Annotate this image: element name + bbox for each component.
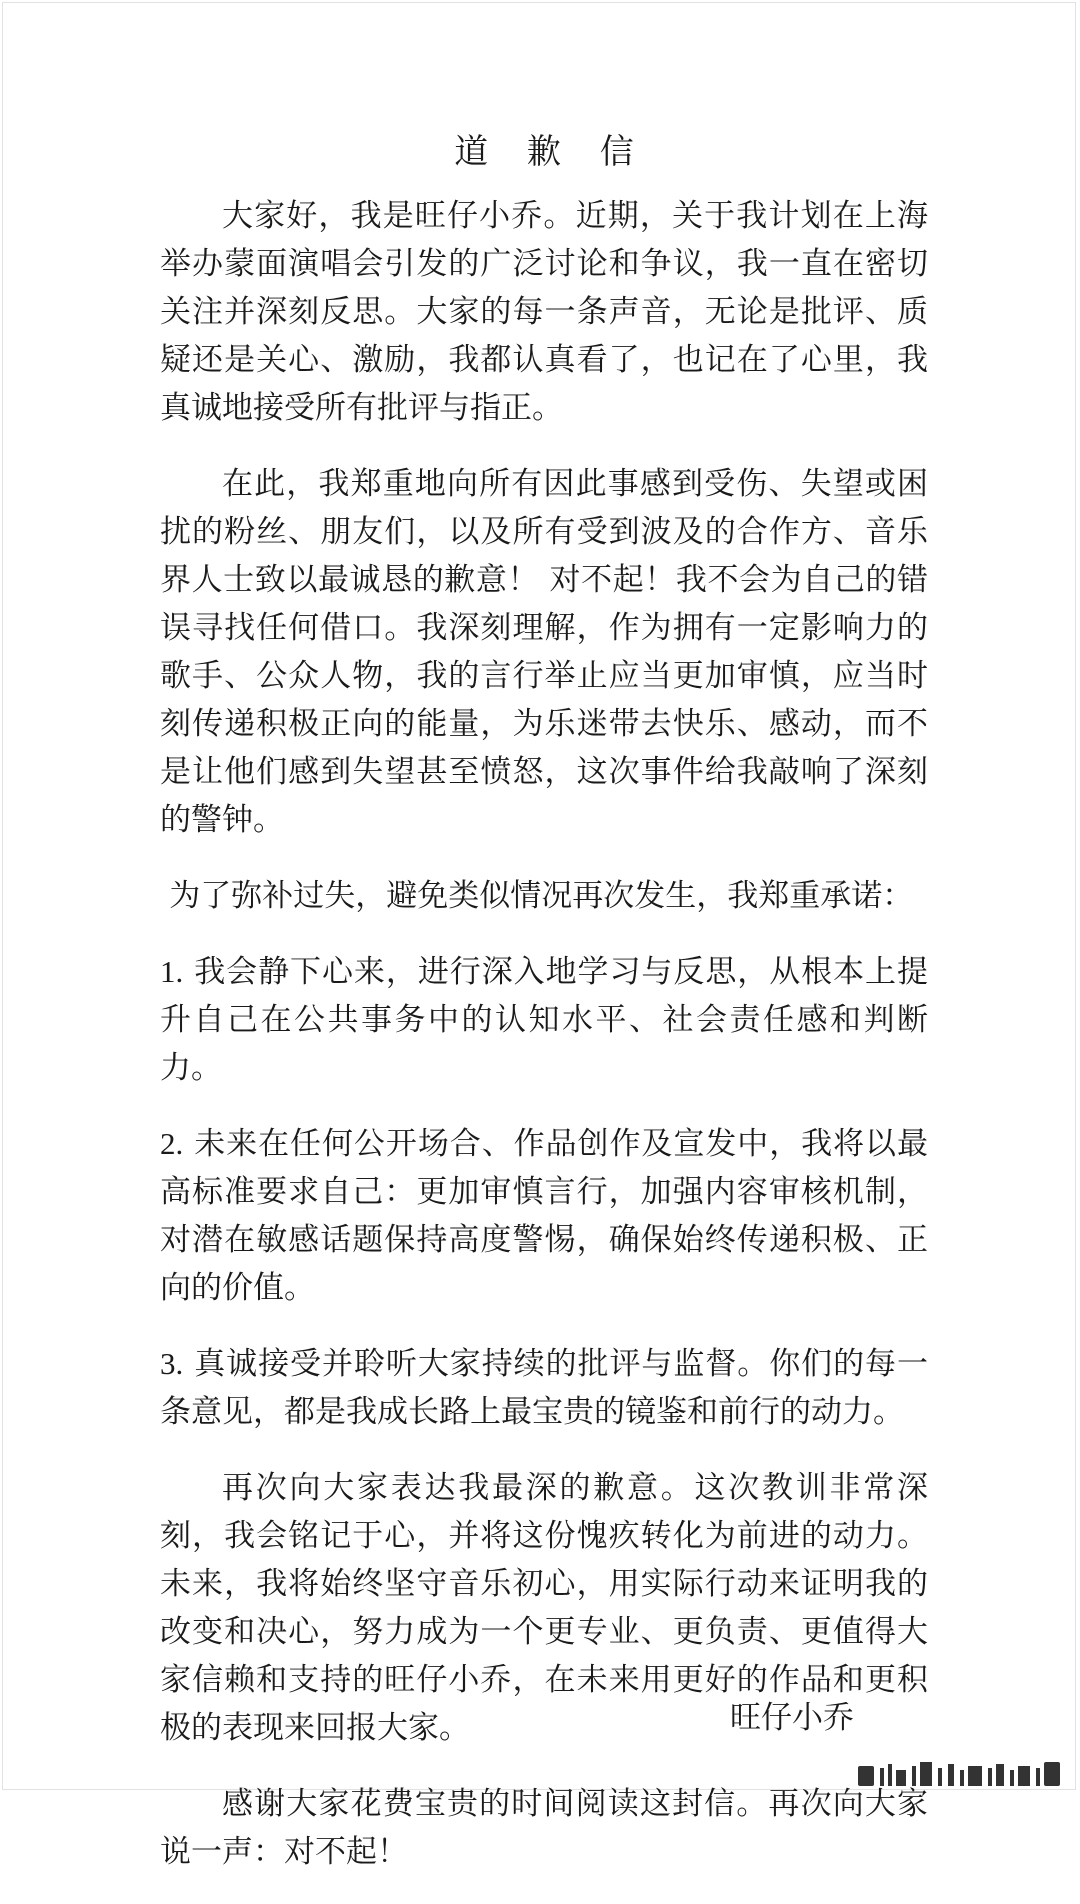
commitment-number: 3. [160, 1346, 184, 1381]
paragraph-thanks: 感谢大家花费宝贵的时间阅读这封信。再次向大家说一声：对不起！ [160, 1786, 928, 1870]
paragraph-apology: 在此，我郑重地向所有因此事感到受伤、失望或困扰的粉丝、朋友们，以及所有受到波及的合作方、音乐界人士致以最诚恳的歉意！ 对不起！我不会为自己的错误寻找任何借口。我深刻理解，作为拥有一定影响力的歌手、公众人物，我的言行举止应当更加审慎，应当时刻传递积极正向的能量，为乐迷带去快乐、感动，而不是让他们感到失望甚至愤怒，这次事件给我敲响了深刻的警钟。 [160, 466, 928, 838]
commitment-text: 真诚接受并聆听大家持续的批评与监督。你们的每一条意见，都是我成长路上最宝贵的镜鉴和前行的动力。 [160, 1346, 928, 1430]
commitment-text: 未来在任何公开场合、作品创作及宣发中，我将以最高标准要求自己：更加审慎言行，加强内容审核机制，对潜在敏感话题保持高度警惕，确保始终传递积极、正向的价值。 [160, 1126, 928, 1306]
paragraph-closing: 再次向大家表达我最深的歉意。这次教训非常深刻，我会铭记于心，并将这份愧疚转化为前进的动力。未来，我将始终坚守音乐初心，用实际行动来证明我的改变和决心，努力成为一个更专业、更负责、更值得大家信赖和支持的旺仔小乔，在未来用更好的作品和更积极的表现来回报大家。 [160, 1470, 928, 1746]
commitment-number: 2. [160, 1126, 184, 1161]
commitment-item [160, 948, 928, 1092]
commitment-item [160, 1120, 928, 1312]
apology-letter [160, 126, 928, 1904]
commitment-text: 我会静下心来，进行深入地学习与反思，从根本上提升自己在公共事务中的认知水平、社会责任感和判断力。 [160, 954, 928, 1086]
commitment-item [160, 1340, 928, 1436]
weibo-watermark-icon [856, 1758, 1066, 1788]
letter-title: 道 歉 信 [454, 132, 648, 172]
paragraph-promise-intro: 为了弥补过失，避免类似情况再次发生，我郑重承诺： [169, 878, 914, 914]
signature: 旺仔小乔 [730, 1700, 854, 1736]
paragraph-intro: 大家好，我是旺仔小乔。近期，关于我计划在上海举办蒙面演唱会引发的广泛讨论和争议，我一直在密切关注并深刻反思。大家的每一条声音，无论是批评、质疑还是关心、激励，我都认真看了，也记在了心里，我真诚地接受所有批评与指正。 [160, 198, 928, 426]
commitment-number: 1. [160, 954, 184, 989]
